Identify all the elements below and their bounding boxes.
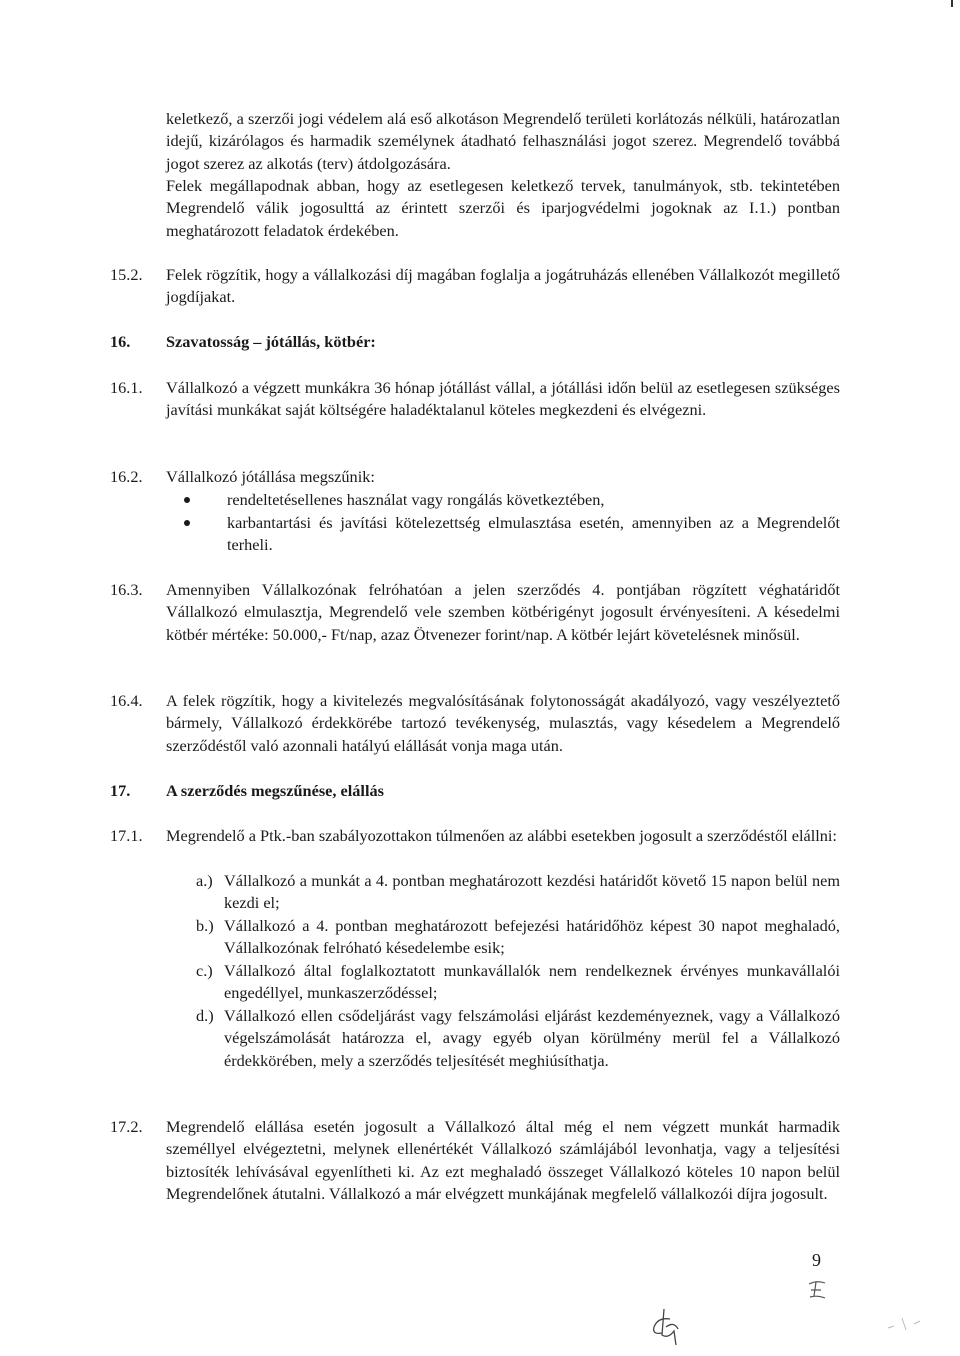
- intro-paragraph-1: keletkező, a szerzői jogi védelem alá eső alkotáson Megrendelő területi korlátozás nélküli, határozatlan idejű, kizárólagos és harmadik személynek átadható felhasználási jogot szerez. Megrendelő továbbá jogot szerez az alkotás (terv) átdolgozására.: [166, 109, 840, 173]
- section-15-2-text: Felek rögzítik, hogy a vállalkozási díj magában foglalja a jogátruházás ellenében Vállalkozót megillető jogdíjakat.: [166, 265, 840, 307]
- section-17-number: 17.: [110, 781, 131, 800]
- section-16-1-text: Vállalkozó a végzett munkákra 36 hónap jótállást vállal, a jótállási időn belül az esetlegesen szükséges javítási munkákat saját költségére haladéktalanul köteles megkezdeni és elvégezni.: [166, 378, 840, 420]
- faint-margin-mark: [884, 1312, 924, 1334]
- section-16-number: 16.: [110, 332, 131, 351]
- bullet-icon: [184, 520, 190, 526]
- list-item-text: Vállalkozó által foglalkoztatott munkavállalók nem rendelkeznek érvényes munkavállalói engedéllyel, munkaszerződéssel;: [224, 961, 840, 1003]
- page-number: 9: [812, 1250, 821, 1270]
- bullet-text: karbantartási és javítási kötelezettség elmulasztása esetén, amennyiben az a Megrendelőt terheli.: [227, 513, 840, 555]
- section-17-1-text: Megrendelő a Ptk.-ban szabályozottakon túlmenően az alábbi esetekben jogosult a szerződéstől elállni:: [166, 826, 837, 845]
- list-item-text: Vállalkozó a 4. pontban meghatározott befejezési határidőhöz képest 30 napot meghaladó, Vállalkozónak felróható késedelembe esik;: [224, 916, 840, 958]
- section-16-4-text: A felek rögzítik, hogy a kivitelezés megvalósításának folytonosságát akadályozó, vagy veszélyeztető bármely, Vállalkozó érdekkörébe tartozó tevékenység, mulasztás, vagy késedelem a Megrendelő szerződéstől való azonnali hatályú elállását vonja maga után.: [166, 691, 840, 755]
- section-number: 17.2.: [110, 1117, 143, 1136]
- section-16-title: Szavatosság – jótállás, kötbér:: [166, 332, 376, 351]
- section-17-2-text: Megrendelő elállása esetén jogosult a Vállalkozó által még el nem végzett munkát harmadik személlyel elvégeztetni, melynek ellenértékét Vállalkozó számlájából levonhatja, vagy a teljesítési biztosíték lehívásával egyenlítheti ki. Az ezt meghaladó összeget Vállalkozó köteles 10 napon belül Megrendelőnek átutalni. Vállalkozó a már elvégzett munkájának megfelelő vállalkozói díjra jogosult.: [166, 1117, 840, 1204]
- section-number: 16.4.: [110, 691, 143, 710]
- list-item-text: Vállalkozó a munkát a 4. pontban meghatározott kezdési határidőt követő 15 napon belül nem kezdi el;: [224, 871, 840, 913]
- section-16-3-text: Amennyiben Vállalkozónak felróhatóan a jelen szerződés 4. pontjában rögzített véghatáridőt Vállalkozó elmulasztja, Megrendelő vele szemben kötbérigényt jogosult érvényesíteni. A késedelmi kötbér mértéke: 50.000,- Ft/nap, azaz Ötvenezer forint/nap. A kötbér lejárt követelésnek minősül.: [166, 580, 840, 644]
- section-17-title: A szerződés megszűnése, elállás: [166, 781, 384, 800]
- list-item-label: d.): [196, 1006, 214, 1025]
- intro-paragraph-2: Felek megállapodnak abban, hogy az esetlegesen keletkező tervek, tanulmányok, stb. tekintetében Megrendelő válik jogosulttá az érintett szerzői és iparjogvédelmi jogoknak az I.1.) pontban meghatározott feladatok érdekében.: [166, 176, 840, 240]
- section-number: 15.2.: [110, 265, 143, 284]
- handwritten-initial-mark: [805, 1278, 829, 1300]
- handwritten-signature-mark: [646, 1305, 686, 1347]
- list-item-text: Vállalkozó ellen csődeljárást vagy felszámolási eljárást kezdeményeznek, vagy a Vállalkozó végelszámolását határozza el, avagy egyéb olyan körülmény merül fel a Vállalkozó érdekkörében, mely a szerződés teljesítését meghiúsíthatja.: [224, 1006, 840, 1070]
- section-number: 16.3.: [110, 580, 143, 599]
- section-number: 17.1.: [110, 826, 143, 845]
- section-number: 16.1.: [110, 378, 143, 397]
- list-item-label: c.): [196, 961, 213, 980]
- bullet-icon: [184, 497, 190, 503]
- section-number: 16.2.: [110, 467, 143, 486]
- list-item-label: b.): [196, 916, 214, 935]
- section-16-2-text: Vállalkozó jótállása megszűnik:: [166, 467, 375, 486]
- bullet-text: rendeltetésellenes használat vagy rongálás következtében,: [227, 490, 605, 509]
- list-item-label: a.): [196, 871, 213, 890]
- scan-edge-mark: [951, 0, 953, 7]
